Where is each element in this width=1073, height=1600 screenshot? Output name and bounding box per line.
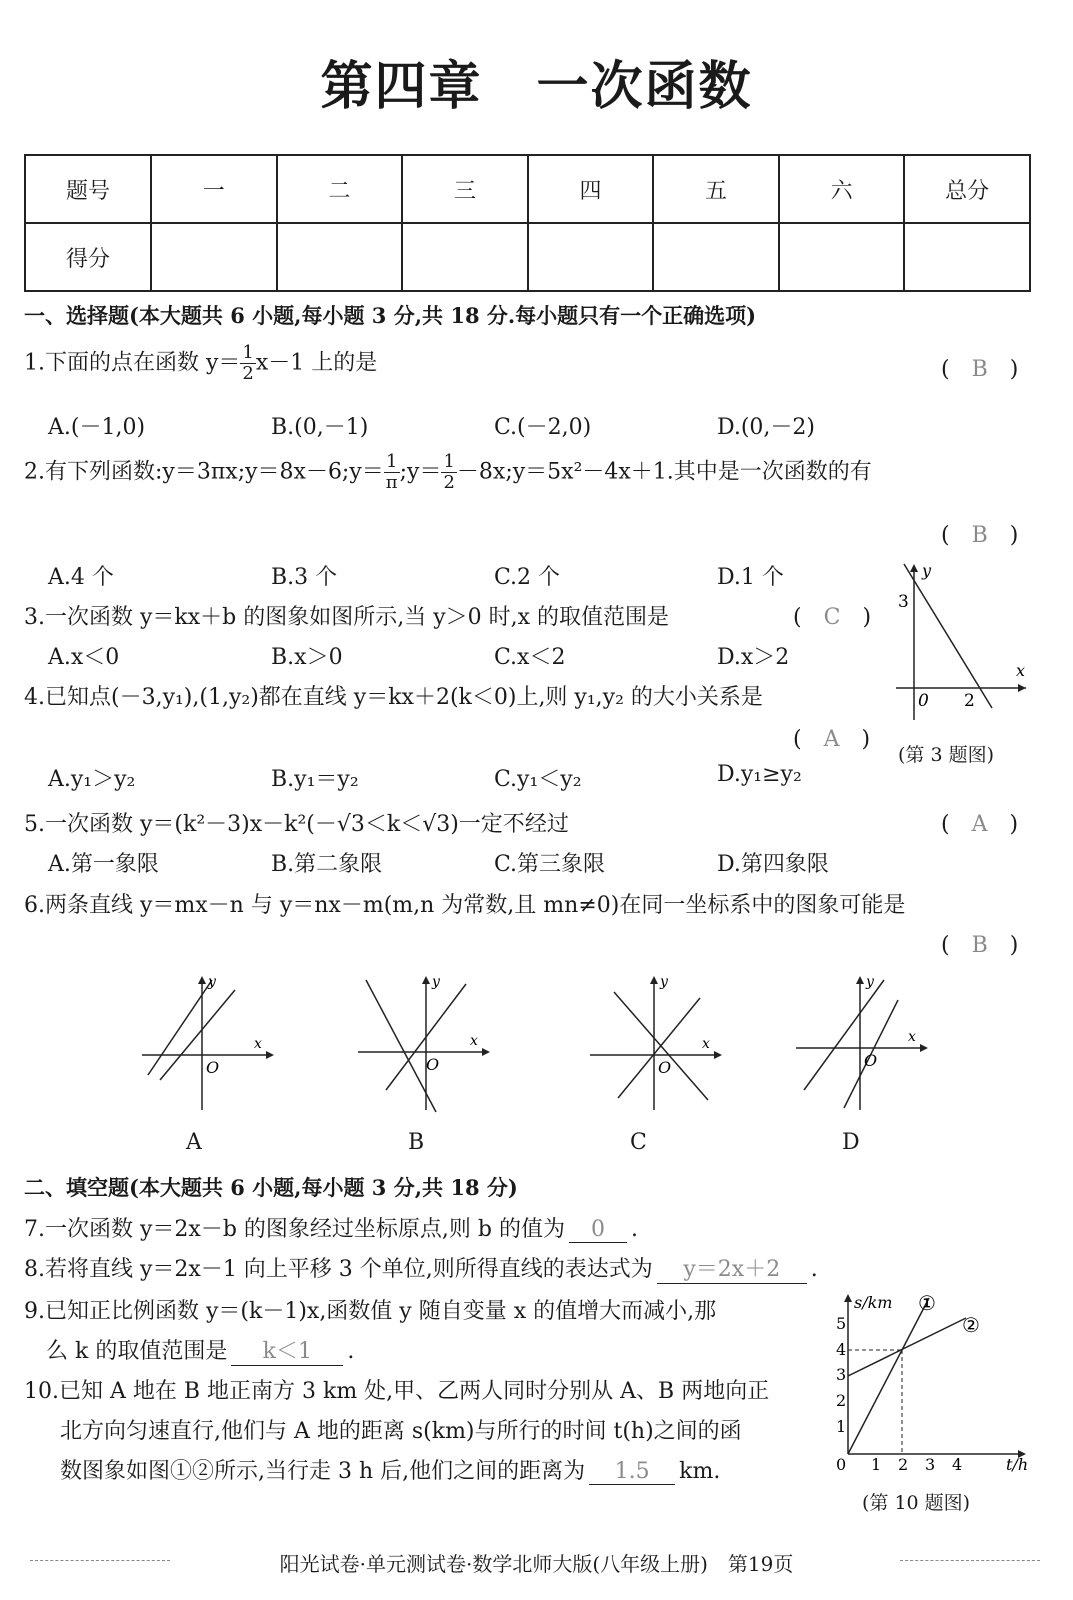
y-axis-arrow [856,976,864,984]
y-axis-arrow [910,564,918,572]
option: A.y₁＞y₂ [48,767,136,792]
option: C.2 个 [494,565,561,590]
y-axis-label: y [660,974,668,990]
graph-label-d: D [842,1130,860,1155]
question-8: 8.若将直线 y＝2x－1 向上平移 3 个单位,则所得直线的表达式为 y＝2x＋2 . [24,1252,818,1284]
y-tick-label: 1 [836,1417,847,1436]
option: C.第三象限 [494,852,606,877]
x-tick-label: 1 [871,1455,882,1474]
option: B.y₁＝y₂ [271,767,359,792]
line-1 [160,990,235,1080]
x-tick-label: 4 [952,1455,963,1474]
question-4: 4.已知点(－3,y₁),(1,y₂)都在直线 y＝kx＋2(k＜0)上,则 y₁,y₂ 的大小关系是 [24,685,763,710]
line-2-label: ② [962,1313,980,1337]
y-axis-arrow [198,976,206,984]
line-1-label: ① [918,1291,936,1315]
score-input-cell[interactable] [904,223,1030,291]
option: D.y₁≥y₂ [717,762,802,787]
table-cell: 题号 [25,155,151,223]
line-2 [848,1318,966,1376]
question-9-line-1: 9.已知正比例函数 y＝(k－1)x,函数值 y 随自变量 x 的值增大而减小,那 [24,1299,717,1324]
option: B.(0,－1) [271,415,369,440]
function-line [904,564,992,708]
section-heading: 一、选择题(本大题共 6 小题,每小题 3 分,共 18 分.每小题只有一个正确选项) [24,303,757,328]
fraction: $\frac{1}{2}$ [443,451,455,493]
q6-graph-b [356,970,496,1120]
question-text: 1.下面的点在函数 y＝ [24,350,241,376]
answer-box: ( B ) [941,357,1019,382]
y-axis-arrow [650,976,658,984]
y-tick-label: 2 [836,1391,847,1410]
question-2: 2.有下列函数:y＝3πx;y＝8x－6;y＝ $\frac{1}{\pi}$ ;y＝ $\frac{1}{2}$ －8x;y＝5x²－4x＋1.其中是一次函数的有 [24,451,872,493]
score-table-score-row [25,223,1030,291]
y-axis-label: s/km [854,1293,893,1312]
graph-label-c: C [630,1130,647,1155]
page-title: 第四章 一次函数 [320,56,753,117]
question-10-line-2: 北方向匀速直行,他们与 A 地的距离 s(km)与所行的时间 t(h)之间的函 [60,1419,742,1444]
question-9-line-2: 么 k 的取值范围是 k＜1 . [46,1334,354,1366]
fraction: $\frac{1}{2}$ [242,342,254,384]
score-input-cell[interactable] [277,223,403,291]
option: B.x＞0 [271,645,343,670]
question-6: 6.两条直线 y＝mx－n 与 y＝nx－m(m,n 为常数,且 mn≠0)在同一坐标系中的图象可能是 [24,893,906,918]
x-axis-label: x [254,1036,262,1052]
answer-blank[interactable]: 1.5 [589,1459,675,1485]
origin-label: O [658,1058,672,1077]
x-tick-label: 2 [898,1455,909,1474]
x-axis-arrow [920,1044,928,1052]
x-axis-arrow [266,1051,274,1059]
graph-label-a: A [186,1130,202,1155]
x-tick-label: 3 [925,1455,936,1474]
y-axis-arrow [844,1294,852,1302]
x-axis-arrow [482,1048,490,1056]
answer-blank[interactable]: 0 [569,1217,627,1243]
y-axis-arrow [422,976,430,984]
answer-box: ( B ) [941,523,1019,548]
option: B.3 个 [271,565,338,590]
question-10-line-1: 10.已知 A 地在 B 地正南方 3 km 处,甲、乙两人同时分别从 A、B 两地向正 [24,1379,770,1404]
answer-box: ( B ) [941,933,1019,958]
score-input-cell[interactable] [779,223,905,291]
table-cell: 四 [528,155,654,223]
option: A.第一象限 [48,852,159,877]
option: C.x＜2 [494,645,566,670]
origin-label: O [864,1051,878,1070]
figure-caption: (第 3 题图) [898,744,994,766]
page-footer: 阳光试卷·单元测试卷·数学北师大版(八年级上册) 第19页 [279,1552,794,1576]
option: A.(－1,0) [48,415,146,440]
table-cell: 二 [277,155,403,223]
answer-blank[interactable]: y＝2x＋2 [657,1252,807,1284]
option: D.x＞2 [717,645,790,670]
y-axis-label: y [432,974,440,990]
question-1 [24,343,377,384]
q10-graph [834,1288,1034,1488]
q3-graph [892,560,1032,730]
x-axis-arrow [714,1051,722,1059]
question-7: 7.一次函数 y＝2x－b 的图象经过坐标原点,则 b 的值为 0 . [24,1217,638,1242]
x-axis-label: x [702,1036,710,1052]
option: A.x＜0 [48,645,120,670]
score-input-cell[interactable] [402,223,528,291]
answer-box: ( A ) [793,727,871,752]
y-intercept-label: 3 [898,592,909,612]
figure-caption: (第 10 题图) [862,1492,971,1514]
option: D.1 个 [717,565,784,590]
score-input-cell[interactable] [653,223,779,291]
option: C.y₁＜y₂ [494,767,582,792]
option: C.(－2,0) [494,415,592,440]
question-5: 5.一次函数 y＝(k²－3)x－k²(－√3＜k＜√3)一定不经过 [24,812,569,837]
origin-label: O [426,1055,440,1074]
origin-label: 0 [918,691,929,711]
x-axis-label: t/h [1006,1455,1029,1474]
table-cell: 三 [402,155,528,223]
y-tick-label: 4 [836,1340,847,1359]
q6-graph-a [140,970,280,1120]
option: D.第四象限 [717,852,829,877]
graph-label-b: B [408,1130,425,1155]
q6-graph-d [794,970,934,1120]
y-axis-label: y [866,974,874,990]
x-intercept-label: 2 [964,691,975,711]
line-1 [848,1298,929,1454]
question-10-line-3: 数图象如图①②所示,当行走 3 h 后,他们之间的距离为 1.5 km. [60,1459,721,1484]
answer-box: ( C ) [793,605,872,630]
x-axis-arrow [1018,684,1026,692]
y-axis-label: y [922,561,932,580]
option: A.4 个 [48,565,114,590]
origin-label: O [206,1058,220,1077]
answer-blank[interactable]: k＜1 [231,1334,343,1366]
answer-box: ( A ) [941,812,1019,837]
option: B.第二象限 [271,852,383,877]
score-table [24,154,1031,292]
question-text: x－1 上的是 [255,350,378,376]
score-input-cell[interactable] [528,223,654,291]
x-axis-label: x [1016,661,1026,680]
table-cell: 五 [653,155,779,223]
table-cell: 六 [779,155,905,223]
table-cell: 得分 [25,223,151,291]
score-table-header-row [25,155,1030,223]
score-input-cell[interactable] [151,223,277,291]
line-2 [618,998,700,1098]
question-3: 3.一次函数 y＝kx＋b 的图象如图所示,当 y＞0 时,x 的取值范围是 [24,605,670,630]
table-cell: 一 [151,155,277,223]
section-heading: 二、填空题(本大题共 6 小题,每小题 3 分,共 18 分) [24,1175,518,1200]
origin-label: 0 [836,1455,847,1474]
y-tick-label: 5 [836,1314,847,1333]
x-axis-label: x [470,1033,478,1049]
x-axis-label: x [908,1029,916,1045]
option: D.(0,－2) [717,415,816,440]
line-1 [804,980,884,1090]
table-cell: 总分 [904,155,1030,223]
q6-graph-c [588,970,728,1120]
y-axis-label: y [208,974,216,990]
fraction: $\frac{1}{\pi}$ [385,451,398,493]
y-tick-label: 3 [836,1365,847,1384]
